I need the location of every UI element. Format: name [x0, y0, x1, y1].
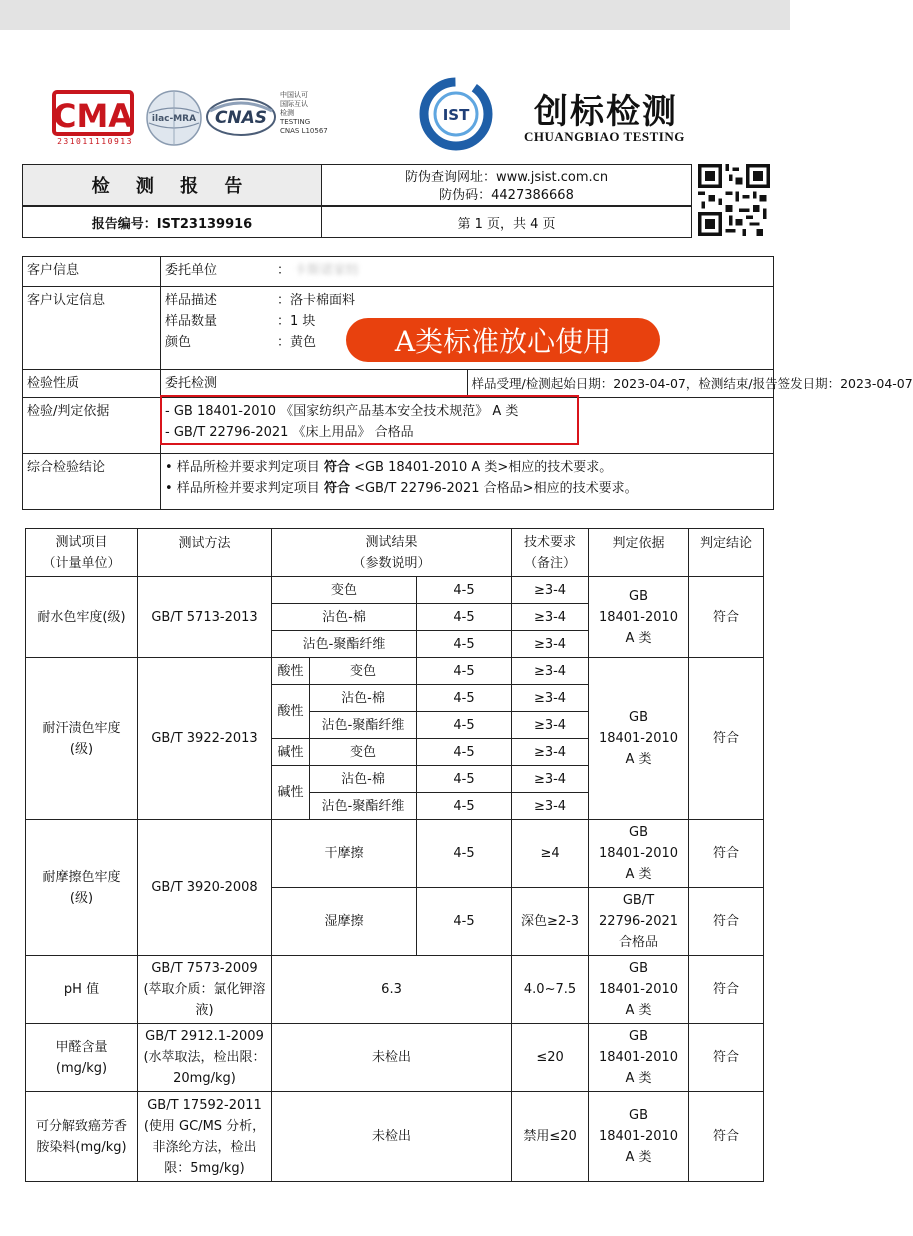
- verdict-cell: 符合: [689, 956, 764, 1024]
- item-cell: 耐水色牢度(级): [26, 577, 138, 658]
- client-label: 客户信息: [23, 257, 161, 287]
- conclusion-line: [165, 478, 769, 499]
- cnas-line: 检测: [280, 109, 294, 117]
- result-value: 6.3: [272, 956, 512, 1024]
- brand-name-en: CHUANGBIAO TESTING: [524, 129, 685, 144]
- conclusion-text: <GB/T 22796-2021 合格品>相应的技术要求。: [349, 481, 638, 496]
- basis-line: - GB/T 22796-2021 《床上用品》 合格品: [165, 425, 414, 440]
- cma-number: 231011110913: [57, 137, 133, 146]
- table-row: [26, 1092, 764, 1182]
- page-info: 第 1 页，共 4 页: [457, 216, 556, 232]
- svg-text:ilac-MRA: ilac-MRA: [151, 114, 197, 124]
- requirement-value: 禁用≤20: [512, 1092, 589, 1182]
- table-row: [26, 956, 764, 1024]
- sub-item: 沾色-聚酯纤维: [310, 712, 417, 739]
- header-basis: 判定依据: [589, 529, 689, 577]
- basis-line: - GB 18401-2010 《国家纺织产品基本安全技术规范》 A 类: [165, 404, 519, 419]
- sample-key: 颜色: [165, 335, 192, 350]
- brand-name-cn: 创标检测: [534, 92, 678, 132]
- query-url[interactable]: 防伪查询网址：www.jsist.com.cn: [404, 170, 609, 185]
- test-results-table: [25, 528, 764, 1182]
- nature-value: 委托检测: [161, 370, 468, 398]
- sample-value: ：洛卡棉面料: [277, 293, 356, 308]
- requirement-value: ≥3-4: [512, 766, 589, 793]
- acid-label: 酸性: [272, 658, 310, 685]
- report-number: 报告编号：IST23139916: [23, 207, 322, 237]
- result-value: 4-5: [417, 766, 512, 793]
- verdict-cell: 符合: [689, 577, 764, 658]
- svg-text:CNAS: CNAS: [214, 108, 268, 128]
- verdict-cell: 符合: [689, 1092, 764, 1182]
- basis-label: 检验/判定依据: [23, 398, 161, 454]
- a-class-badge: A类标准放心使用: [346, 318, 660, 362]
- requirement-value: ≥3-4: [512, 739, 589, 766]
- acid-label: 酸性: [272, 685, 310, 739]
- sub-item: 变色: [310, 658, 417, 685]
- basis-highlight-box: [160, 395, 579, 445]
- nature-label: 检验性质: [23, 370, 161, 398]
- conclusion-text: • 样品所检并要求判定项目: [165, 481, 324, 496]
- client-colon: ：: [277, 263, 291, 278]
- basis-cell: GB 18401-2010 A 类: [589, 1092, 689, 1182]
- conclusion-text: • 样品所检并要求判定项目: [165, 460, 324, 475]
- cnas-line: 国际互认: [280, 100, 308, 108]
- svg-text:CMA: CMA: [52, 97, 134, 135]
- cnas-caption: [280, 91, 328, 136]
- alkali-label: 碱性: [272, 739, 310, 766]
- sub-item: 变色: [310, 739, 417, 766]
- anti-fake-info: [322, 165, 691, 207]
- requirement-value: ≥3-4: [512, 631, 589, 658]
- sample-value: ：黄色: [277, 335, 317, 350]
- client-key: 委托单位: [165, 263, 218, 278]
- ilac-mra-logo-icon: [145, 89, 203, 147]
- verdict-cell: 符合: [689, 820, 764, 888]
- sample-label: 客户认定信息: [23, 287, 161, 370]
- svg-text:IST: IST: [442, 106, 470, 124]
- requirement-value: ≥4: [512, 820, 589, 888]
- result-value: 4-5: [417, 820, 512, 888]
- requirement-value: ≥3-4: [512, 658, 589, 685]
- requirement-value: ≥3-4: [512, 577, 589, 604]
- conclusion-line: [165, 457, 769, 478]
- table-row: [26, 1024, 764, 1092]
- sample-key: 样品数量: [165, 314, 218, 329]
- sub-item: 变色: [272, 577, 417, 604]
- method-cell: GB/T 7573-2009 (萃取介质：氯化钾溶 液): [138, 956, 272, 1024]
- header-method: 测试方法: [138, 529, 272, 577]
- result-value: 4-5: [417, 793, 512, 820]
- item-cell: pH 值: [26, 956, 138, 1024]
- header-result: 测试结果 （参数说明）: [272, 529, 512, 577]
- requirement-value: 4.0~7.5: [512, 956, 589, 1024]
- cnas-line: CNAS L10567: [280, 127, 328, 135]
- requirement-value: ≥3-4: [512, 793, 589, 820]
- conclusion-label: 综合检验结论: [23, 454, 161, 510]
- table-row: [26, 820, 764, 888]
- conclusion-cell: [161, 454, 774, 510]
- requirement-value: ≥3-4: [512, 712, 589, 739]
- verdict-cell: 符合: [689, 658, 764, 820]
- conclusion-text: <GB 18401-2010 A 类>相应的技术要求。: [349, 460, 613, 475]
- result-value: 4-5: [417, 658, 512, 685]
- method-cell: GB/T 2912.1-2009 (水萃取法，检出限： 20mg/kg): [138, 1024, 272, 1092]
- client-info-table: [22, 256, 913, 510]
- sub-item: 沾色-棉: [310, 685, 417, 712]
- sub-item: 沾色-棉: [272, 604, 417, 631]
- result-value: 未检出: [272, 1092, 512, 1182]
- result-value: 4-5: [417, 577, 512, 604]
- result-value: 4-5: [417, 685, 512, 712]
- result-value: 未检出: [272, 1024, 512, 1092]
- basis-cell: GB 18401-2010 A 类: [589, 820, 689, 888]
- basis-cell: GB 18401-2010 A 类: [589, 1024, 689, 1092]
- sub-item: 沾色-棉: [310, 766, 417, 793]
- method-cell: GB/T 3920-2008: [138, 820, 272, 956]
- sub-item: 干摩擦: [272, 820, 417, 888]
- basis-cell: GB/T 22796-2021 合格品: [589, 888, 689, 956]
- table-row: [26, 577, 764, 604]
- sample-value: ：1 块: [277, 314, 316, 329]
- qr-code-icon[interactable]: [698, 164, 770, 236]
- result-value: 4-5: [417, 712, 512, 739]
- sub-item: 沾色-聚酯纤维: [310, 793, 417, 820]
- method-cell: GB/T 3922-2013: [138, 658, 272, 820]
- top-gray-band: [0, 0, 790, 30]
- sub-item: 沾色-聚酯纤维: [272, 631, 417, 658]
- result-value: 4-5: [417, 739, 512, 766]
- item-cell: 耐汗渍色牢度 (级): [26, 658, 138, 820]
- cnas-line: TESTING: [280, 118, 311, 126]
- cnas-line: 中国认可: [280, 91, 308, 99]
- client-blurred-name: 卡斯诺家纺: [294, 263, 360, 278]
- sub-item: 湿摩擦: [272, 888, 417, 956]
- result-value: 4-5: [417, 888, 512, 956]
- requirement-value: ≥3-4: [512, 604, 589, 631]
- basis-cell: GB 18401-2010 A 类: [589, 956, 689, 1024]
- requirement-value: ≤20: [512, 1024, 589, 1092]
- cnas-logo-icon: [206, 97, 276, 137]
- item-cell: 耐摩擦色牢度 (级): [26, 820, 138, 956]
- verdict-cell: 符合: [689, 1024, 764, 1092]
- header-requirement: 技术要求 （备注）: [512, 529, 589, 577]
- result-value: 4-5: [417, 631, 512, 658]
- ist-logo-icon: [420, 78, 492, 150]
- anti-fake-code: 防伪码：4427386668: [439, 188, 574, 203]
- alkali-label: 碱性: [272, 766, 310, 820]
- nature-dates: 样品受理/检测起始日期：2023-04-07，检测结束/报告签发日期：2023-04-07: [467, 370, 774, 398]
- header-item: 测试项目 （计量单位）: [26, 529, 138, 577]
- table-row: [26, 658, 764, 685]
- client-cell: [161, 257, 774, 287]
- method-cell: GB/T 5713-2013: [138, 577, 272, 658]
- header-verdict: 判定结论: [689, 529, 764, 577]
- item-cell: 甲醛含量 (mg/kg): [26, 1024, 138, 1092]
- conclusion-verdict: 符合: [323, 460, 350, 475]
- report-title: 检 测 报 告: [23, 165, 322, 207]
- result-value: 4-5: [417, 604, 512, 631]
- sample-key: 样品描述: [165, 293, 218, 308]
- requirement-value: ≥3-4: [512, 685, 589, 712]
- basis-cell: GB 18401-2010 A 类: [589, 658, 689, 820]
- basis-cell: GB 18401-2010 A 类: [589, 577, 689, 658]
- method-cell: GB/T 17592-2011 (使用 GC/MS 分析， 非涤纶方法，检出 限：5mg/kg): [138, 1092, 272, 1182]
- requirement-value: 深色≥2-3: [512, 888, 589, 956]
- conclusion-verdict: 符合: [323, 481, 350, 496]
- verdict-cell: 符合: [689, 888, 764, 956]
- item-cell: 可分解致癌芳香 胺染料(mg/kg): [26, 1092, 138, 1182]
